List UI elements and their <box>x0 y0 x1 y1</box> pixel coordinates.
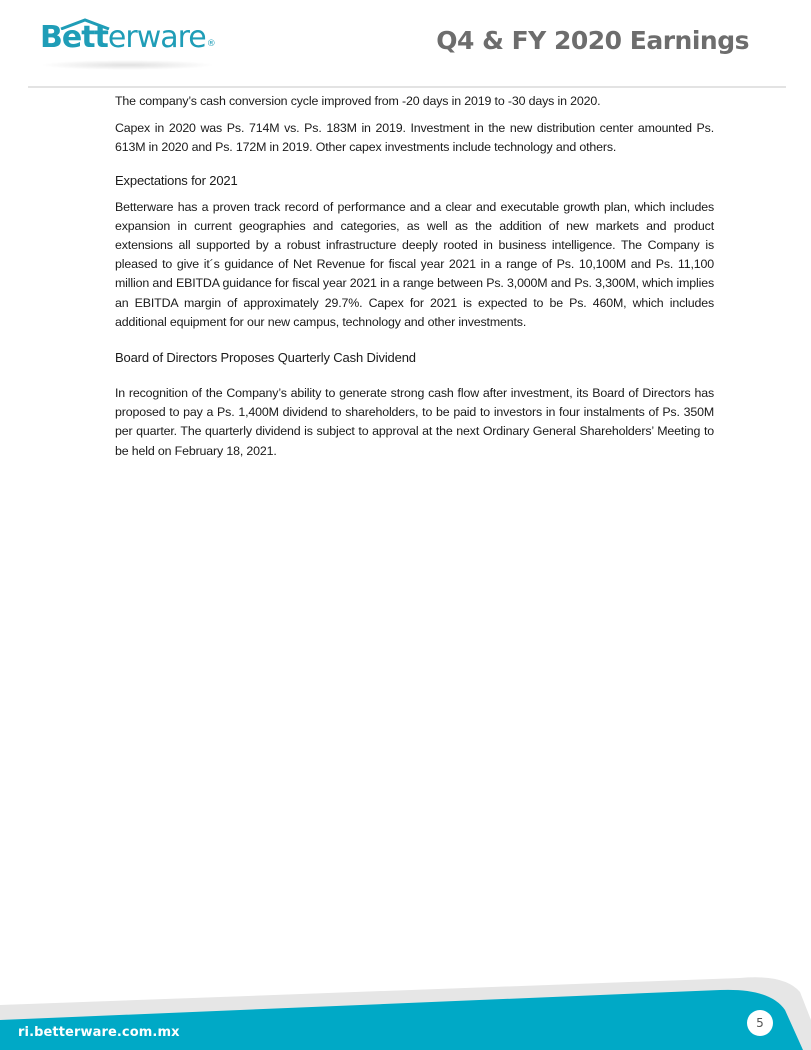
logo-wordmark <box>40 20 215 56</box>
footer-website-link[interactable]: ri.betterware.com.mx <box>18 1025 180 1040</box>
logo-text-rest: erware <box>107 20 206 55</box>
paragraph-capex: Capex in 2020 was Ps. 714M vs. Ps. 183M in 2019. Investment in the new distribution center amounted Ps. 613M in 2020 and Ps. 172M in 2019. Other capex investments include technology and others. <box>115 121 714 155</box>
logo-text-bold: Bett <box>40 20 108 55</box>
paragraph-expectations: Betterware has a proven track record of performance and a clear and executable growth plan, which includes expansion in current geographies and categories, as well as the addition of new markets and product extensions all supported by a robust infrastructure deeply rooted in business intelligence. The Company is pleased to give it´s guidance of Net Revenue for fiscal year 2021 in a range of Ps. 10,100M and Ps. 11,100 million and EBITDA guidance for fiscal year 2021 in a range between Ps. 3,000M and Ps. 3,300M, which implies an EBITDA margin of approximately 29.7%. Capex for 2021 is expected to be Ps. 460M, which includes additional equipment for our new campus, technology and other investments. <box>115 199 714 329</box>
company-logo <box>40 18 215 68</box>
header-divider <box>28 86 786 88</box>
logo-shadow <box>40 60 215 70</box>
registered-mark: ® <box>206 39 215 49</box>
page-body <box>115 92 714 461</box>
report-title: Q4 & FY 2020 Earnings <box>436 26 749 55</box>
paragraph-dividend: In recognition of the Company’s ability to generate strong cash flow after investment, its Board of Directors has proposed to pay a Ps. 1,400M dividend to shareholders, to be paid to investors in four instalments of Ps. 350M per quarter. The quarterly dividend is subject to approval at the next Ordinary General Shareholders’ Meeting to be held on February 18, 2021. <box>115 386 714 458</box>
page-number-badge: 5 <box>747 1010 773 1036</box>
heading-dividend: Board of Directors Proposes Quarterly Cash Dividend <box>115 350 416 366</box>
heading-expectations: Expectations for 2021 <box>115 172 238 188</box>
paragraph-cash-conversion: The company’s cash conversion cycle improved from -20 days in 2019 to -30 days in 2020. <box>115 94 601 108</box>
